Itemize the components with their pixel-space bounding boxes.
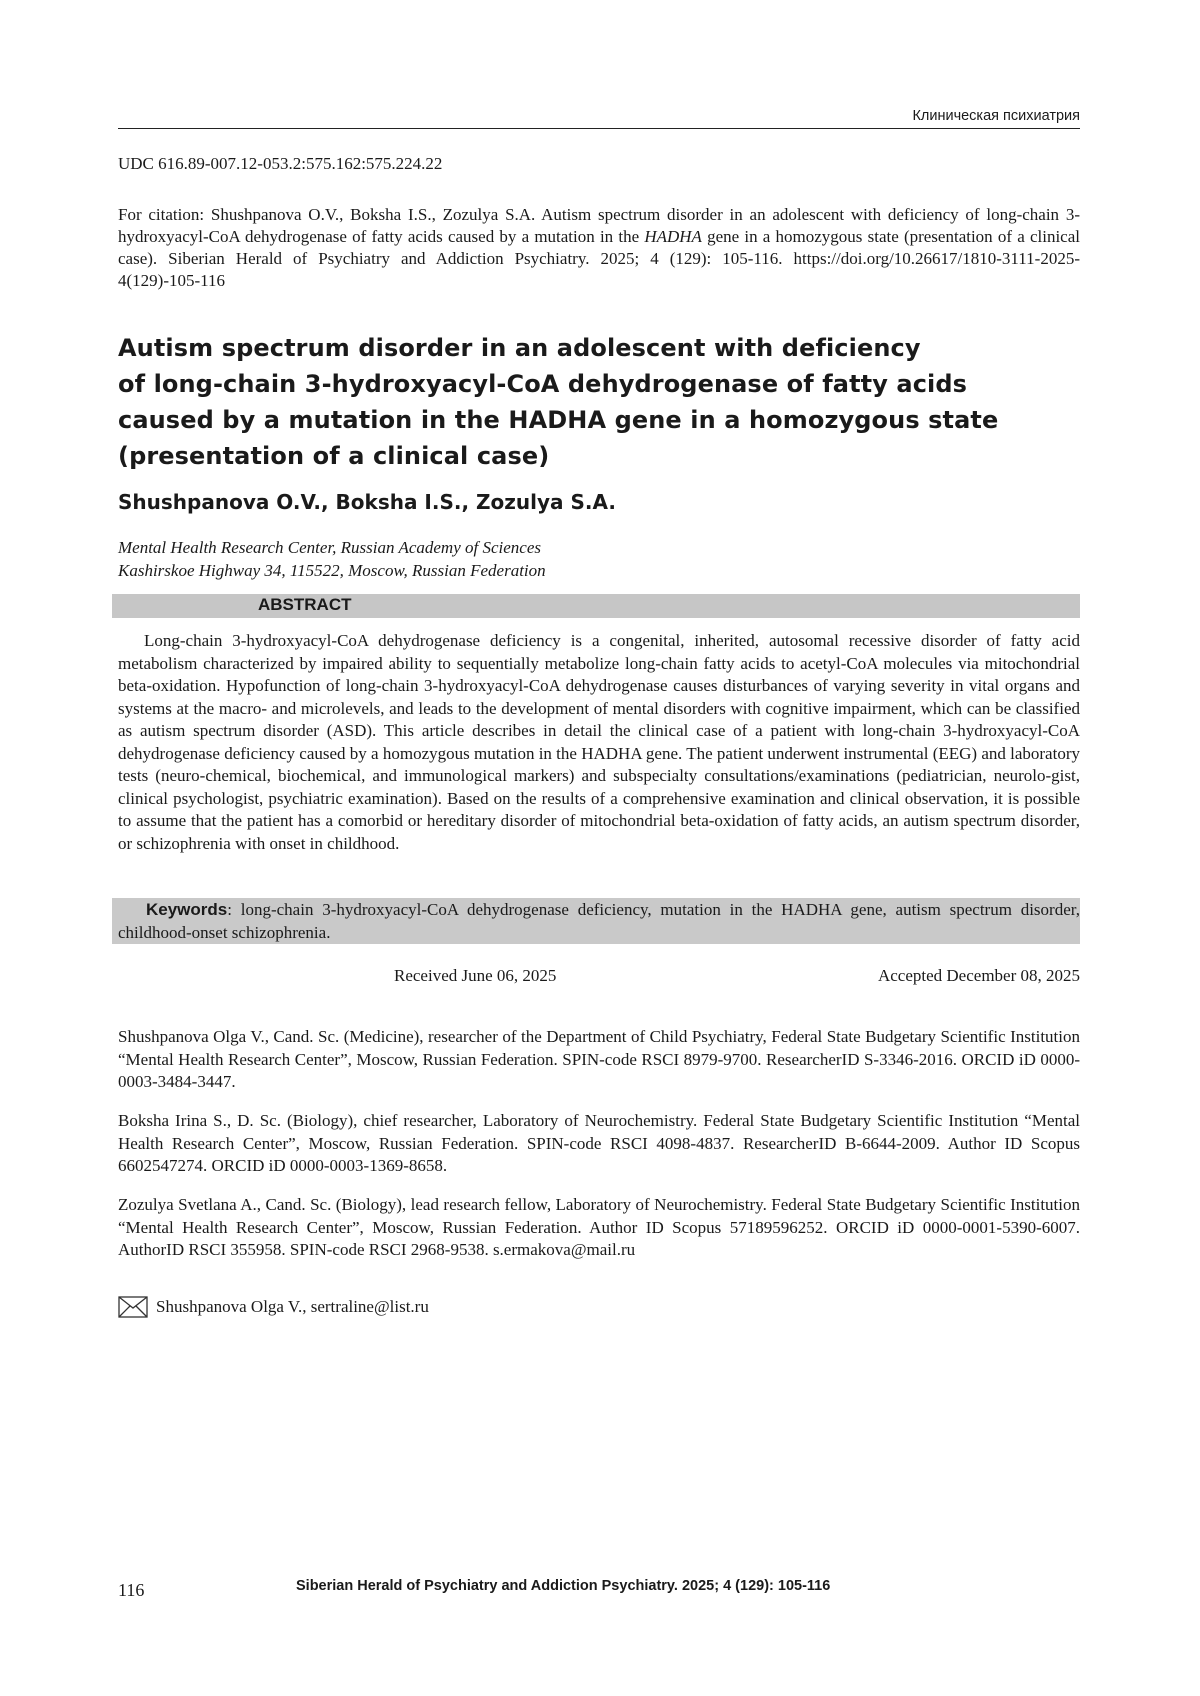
abstract-text: Long-chain 3-hydroxyacyl-CoA dehydrogenase deficiency is a congenital, inherited, autosomal recessive disorder of fatty acid metabolism characterized by impaired ability to sequentially metabolize long-chain fatty acids to acetyl-CoA molecules via mitochondrial beta-oxidation. Hypofunction of long-chain 3-hydroxyacyl-CoA dehydrogenase causes disturbances of varying severity in vital organs and systems at the macro- and microlevels, and leads to the development of mental disorders with cognitive impairment, which can be classified as autism spectrum disorder (ASD). This article describes in detail the clinical case of a patient with long-chain 3-hydroxyacyl-CoA dehydrogenase deficiency caused by a homozygous mutation in the HADHA gene. The patient underwent instrumental (EEG) and laboratory tests (neuro-chemical, biochemical, and immunological markers) and subspecialty consultations/examinations (pediatrician, neurolo-gist, clinical psychologist, psychiatric examination). Based on the results of a comprehensive examination and clinical observation, it is possible to assume that the patient has a comorbid or hereditary disorder of mitochondrial beta-oxidation of fatty acids, an autism spectrum disorder, or schizophrenia with onset in childhood. [118,631,1080,853]
citation-gene: HADHA [644,227,702,246]
accepted-date: Accepted December 08, 2025 [877,966,1080,985]
title-line: Autism spectrum disorder in an adolescent with deficiency [118,334,921,362]
received-date: Received June 06, 2025 [394,966,557,985]
affiliation-line: Mental Health Research Center, Russian Academy of Sciences [118,538,541,557]
article-title [118,330,1080,474]
envelope-icon [118,1296,148,1318]
authors: Shushpanova O.V., Boksha I.S., Zozulya S.A. [118,490,616,514]
title-line: (presentation of a clinical case) [118,442,550,470]
affiliation-line: Kashirskoe Highway 34, 115522, Moscow, Russian Federation [118,561,546,580]
udc-code: UDC 616.89-007.12-053.2:575.162:575.224.22 [118,154,443,173]
abstract-label: ABSTRACT [258,595,352,614]
running-head: Клиническая психиатрия [912,108,1080,124]
author-info-boksha: Boksha Irina S., D. Sc. (Biology), chief researcher, Laboratory of Neurochemistry. Federal State Budgetary Scientific Institution “Mental Health Research Center”, Moscow, Russian Federation. SPIN-code RSCI 4098-4837. ResearcherID B-6644-2009. Author ID Scopus 6602547274. ORCID iD 0000-0003-1369-8658. [118,1111,1080,1175]
author-info-shushpanova: Shushpanova Olga V., Cand. Sc. (Medicine), researcher of the Department of Child Psychiatry, Federal State Budgetary Scientific Institution “Mental Health Research Center”, Moscow, Russian Federation. SPIN-code RSCI 8979-9700. ResearcherID S-3346-2016. ORCID iD 0000-0003-3484-3447. [118,1027,1080,1091]
correspondence [118,1296,429,1318]
header-rule [118,128,1080,129]
affiliation [118,536,546,582]
citation [118,204,1080,292]
abstract-header-bar [112,594,1080,618]
citation-part-2: gene in a homozygous state (presentation of a clinical case). Siberian Herald of Psychiatry and Addiction Psychiatry. 2025; 4 (129): 105-116. https://doi.org/10.26617/1810-3111-2025-4(129)-105-116 [118,227,1080,290]
keywords-list: : long-chain 3-hydroxyacyl-CoA dehydrogenase deficiency, mutation in the HADHA gene, autism spectrum disorder, childhood-onset schizophrenia. [118,900,1080,942]
journal-footer: Siberian Herald of Psychiatry and Addiction Psychiatry. 2025; 4 (129): 105-116 [296,1578,831,1594]
keywords-text [118,899,1080,944]
citation-part-1: For citation: Shushpanova O.V., Boksha I.S., Zozulya S.A. Autism spectrum disorder in an adolescent with deficiency of long-chain 3-hydroxyacyl-CoA dehydrogenase of fatty acids caused by a mutation in the [118,205,1080,246]
title-line: of long-chain 3-hydroxyacyl-CoA dehydrogenase of fatty acids [118,370,968,398]
page-number: 116 [118,1580,145,1600]
keywords-label: Keywords [146,900,228,919]
author-info-zozulya: Zozulya Svetlana A., Cand. Sc. (Biology), lead research fellow, Laboratory of Neurochemistry. Federal State Budgetary Scientific Institution “Mental Health Research Center”, Moscow, Russian Federation. Author ID Scopus 57189596252. ORCID iD 0000-0001-5390-6007. AuthorID RSCI 355958. SPIN-code RSCI 2968-9538. s.ermakova@mail.ru [118,1195,1080,1259]
title-line: caused by a mutation in the HADHA gene in a homozygous state [118,406,999,434]
correspondence-text: Shushpanova Olga V., sertraline@list.ru [156,1297,429,1316]
keywords-box [112,898,1080,944]
